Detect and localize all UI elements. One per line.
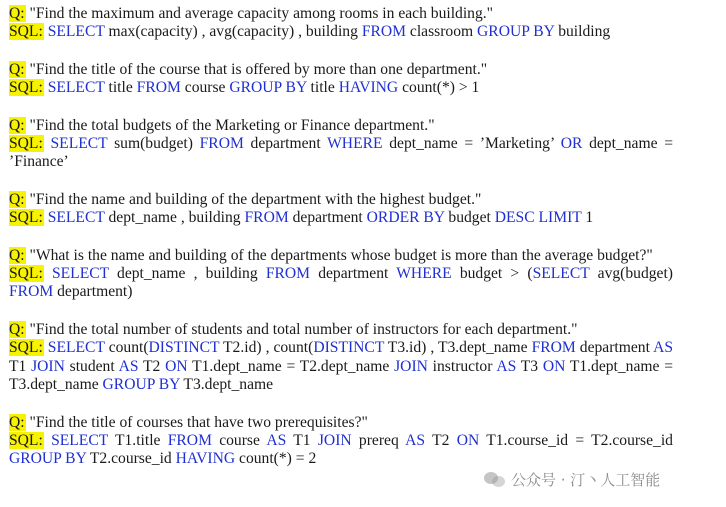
sql-keyword: FROM [136,79,181,97]
sql-keyword: JOIN [394,357,428,375]
question-line [9,5,673,23]
sql-text: budget > ( [451,265,533,283]
sql-label: SQL: [9,431,43,449]
sql-text: 1 [581,209,594,227]
qa-item [9,61,673,98]
sql-line [9,339,673,394]
sql-text: avg(budget) [589,265,673,283]
sql-text: course [211,431,267,449]
sql-keyword: FROM [199,135,244,153]
question-text: "Find the name and building of the department with the highest budget." [25,190,482,208]
sql-text: course [180,79,230,97]
sql-text: sum(budget) [107,135,200,153]
sql-keyword: SELECT [47,79,105,97]
qa-item [9,191,673,228]
q-label: Q: [9,413,25,431]
sql-keyword: FROM [244,209,289,227]
sql-text: title [104,79,137,97]
sql-keyword: SELECT [532,265,590,283]
sql-label: SQL: [9,265,43,283]
sql-text: department [243,135,328,153]
question-text: "Find the title of courses that have two prerequisites?" [25,413,368,431]
sql-text: department) [53,283,133,301]
sql-keyword: FROM [167,431,212,449]
question-line [9,321,673,339]
sql-keyword: JOIN [31,357,65,375]
sql-text: T1 [286,431,318,449]
sql-keyword: GROUP BY [229,79,307,97]
sql-text: T1.dept_name = T3.dept_name [9,357,673,394]
q-label: Q: [9,60,25,78]
sql-text: count(*) = 2 [235,450,317,468]
sql-text: dept_name = ’Finance’ [9,135,673,171]
q-label: Q: [9,5,25,22]
sql-text: T2.id) , count( [219,339,314,357]
sql-text: T1 [9,357,32,375]
sql-keyword: AS [405,431,426,449]
sql-keyword: GROUP BY [102,376,180,394]
sql-keyword: WHERE [327,135,383,153]
sql-text: department [310,265,397,283]
qa-item [9,117,673,172]
question-line [9,61,673,79]
sql-text: prereq [351,431,406,449]
question-line [9,247,673,265]
question-line [9,191,673,209]
q-label: Q: [9,116,25,134]
sql-keyword: AS [266,431,287,449]
sql-text: department [575,339,654,357]
sql-text: T1.course_id = T2.course_id [479,431,673,449]
sql-line [9,23,673,41]
question-text: "Find the total number of students and total number of instructors for each department." [25,320,578,338]
sql-keyword: WHERE [396,265,452,283]
sql-keyword: JOIN [317,431,352,449]
sql-text: budget [444,209,495,227]
sql-text: T2 [138,357,166,375]
sql-keyword: GROUP BY [477,23,555,41]
sql-text: T2.course_id [86,450,176,468]
sql-keyword: OR [560,135,583,153]
sql-text [44,432,51,449]
sql-keyword: ON [542,357,566,375]
sql-keyword: ON [456,431,480,449]
sql-label: SQL: [9,79,43,97]
sql-text: dept_name = ’Marketing’ [382,135,561,153]
sql-text: count(*) > 1 [398,79,480,97]
sql-keyword: SELECT [51,265,109,283]
sql-keyword: SELECT [51,431,108,449]
watermark-text: 公众号 · 汀丶人工智能 [511,470,661,489]
sql-text: classroom [406,23,478,41]
sql-text: dept_name , building [108,265,266,283]
sql-text: T1.title [107,431,168,449]
question-line [9,117,673,135]
sql-text: T3.id) , T3.dept_name [384,339,532,357]
sql-line [9,432,673,469]
sql-text: title [306,79,339,97]
sql-keyword: DISTINCT [313,339,385,357]
watermark [484,466,660,492]
sql-keyword: SELECT [47,23,105,41]
q-label: Q: [9,246,25,264]
question-text: "Find the title of the course that is offered by more than one department." [25,60,488,78]
question-text: "What is the name and building of the departments whose budget is more than the average budget?" [25,246,653,264]
sql-line [9,79,673,97]
sql-keyword: ON [165,357,188,375]
sql-keyword: AS [496,357,517,375]
sql-keyword: FROM [361,23,407,41]
sql-keyword: DISTINCT [148,339,220,357]
sql-keyword: FROM [265,265,311,283]
sql-keyword: AS [653,339,673,357]
sql-keyword: SELECT [47,209,105,227]
question-text: "Find the maximum and average capacity among rooms in each building." [25,5,494,22]
sql-line [9,265,673,302]
sql-text: T3 [516,357,543,375]
sql-text: max(capacity) , avg(capacity) , building [104,23,362,41]
sql-text: instructor [427,357,497,375]
sql-label: SQL: [9,209,43,227]
sql-label: SQL: [9,135,43,153]
sql-keyword: GROUP BY [9,450,87,468]
sql-text: department [288,209,367,227]
sql-text: dept_name , building [104,209,245,227]
sql-keyword: DESC LIMIT [494,209,582,227]
sql-keyword: HAVING [338,79,399,97]
sql-text [44,265,52,282]
sql-label: SQL: [9,339,43,357]
q-label: Q: [9,320,25,338]
wechat-icon [484,470,506,488]
qa-list [9,5,673,488]
sql-text: student [64,357,119,375]
qa-item [9,414,673,469]
sql-text: T1.dept_name = T2.dept_name [187,357,395,375]
sql-keyword: SELECT [47,339,105,357]
sql-label: SQL: [9,23,43,41]
sql-text: T2 [425,431,457,449]
sql-text: building [554,23,611,41]
question-line [9,414,673,432]
sql-keyword: ORDER BY [366,209,445,227]
question-text: "Find the total budgets of the Marketing or Finance department." [25,116,435,134]
sql-text [44,135,51,152]
sql-keyword: AS [118,357,139,375]
qa-item [9,247,673,302]
qa-item [9,321,673,395]
sql-line [9,135,673,172]
q-label: Q: [9,190,25,208]
sql-keyword: FROM [531,339,576,357]
qa-item [9,5,673,42]
sql-keyword: HAVING [175,450,236,468]
sql-text: count( [104,339,149,357]
sql-text: T3.dept_name [179,376,274,394]
sql-keyword: SELECT [50,135,108,153]
sql-keyword: FROM [9,283,54,301]
sql-line [9,209,673,227]
